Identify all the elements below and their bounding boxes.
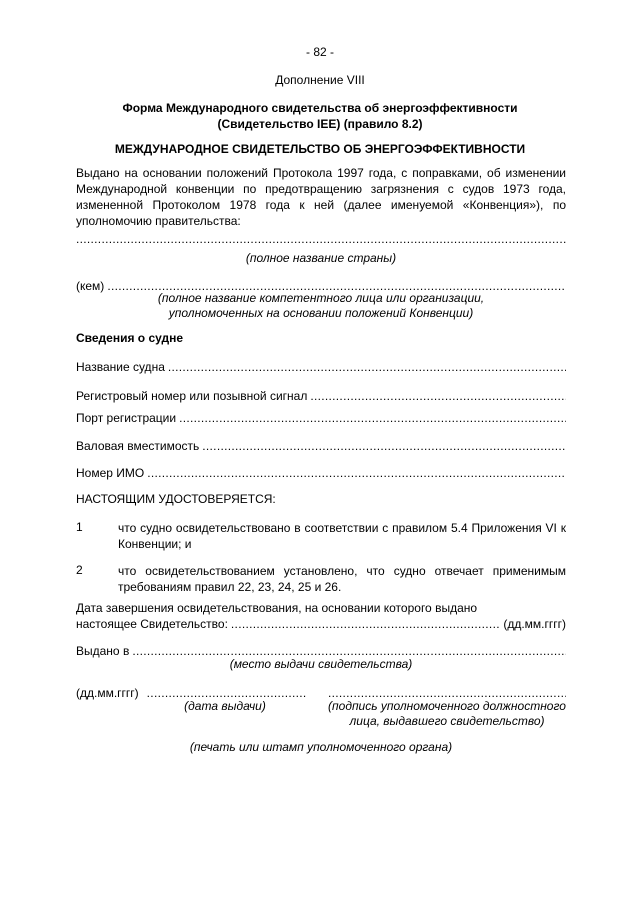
form-title-line2: (Свидетельство IEE) (правило 8.2) xyxy=(217,117,423,131)
issued-at-row xyxy=(76,644,566,658)
signature-caption xyxy=(318,699,576,729)
appendix-label: Дополнение VIII xyxy=(275,73,365,87)
call-sign-row xyxy=(76,389,566,403)
item-number: 2 xyxy=(76,563,83,577)
item-number: 1 xyxy=(76,520,83,534)
item-text: что судно освидетельствовано в соответствии с правилом 5.4 Приложения VI к Конвенции; и xyxy=(118,521,566,551)
issued-at-blank xyxy=(132,644,566,658)
country-blank-line xyxy=(76,232,566,246)
issue-date-format: (дд.мм.гггг) xyxy=(76,686,139,700)
signature-caption-line2: лица, выдавшего свидетельство) xyxy=(349,714,545,728)
port-blank xyxy=(179,411,566,425)
seal-caption: (печать или штамп уполномоченного органа) xyxy=(189,740,453,754)
by-whom-label: (кем) xyxy=(76,279,105,293)
call-sign-label: Регистровый номер или позывной сигнал xyxy=(76,389,308,403)
survey-date-line1: Дата завершения освидетельствования, на основании которого выдано xyxy=(76,601,478,615)
intro-paragraph: Выдано на основании положений Протокола 1997 года, с поправками, об изменении Международной конвенции по предотвращению загрязнения с судов 1973 года, измененной Протоколом 1978 года к ней (далее именуемой «Конвенция»), по уполномочию правительства: xyxy=(76,166,566,228)
survey-date-format: (дд.мм.гггг) xyxy=(503,617,566,631)
place-caption: (место выдачи свидетельства) xyxy=(229,657,413,671)
survey-date-label: настоящее Свидетельство: xyxy=(76,617,228,631)
tonnage-row xyxy=(76,439,566,453)
item-text: что освидетельствованием установлено, что судно отвечает применимым требованиям правил 22, 23, 24, 25 и 26. xyxy=(118,564,566,594)
port-label: Порт регистрации xyxy=(76,411,177,425)
survey-date-row xyxy=(76,617,566,631)
issue-date-blank xyxy=(147,686,306,700)
signature-blank xyxy=(328,686,566,700)
tonnage-blank xyxy=(202,439,566,453)
signature-caption-line1: (подпись уполномоченного должностного xyxy=(328,699,566,713)
ship-name-row xyxy=(76,360,566,374)
country-caption: (полное название страны) xyxy=(245,251,397,265)
ship-name-blank xyxy=(168,360,566,374)
imo-blank xyxy=(147,466,566,480)
authority-caption xyxy=(76,291,566,321)
authority-caption-line1: (полное название компетентного лица или организации, xyxy=(157,291,485,305)
survey-date-blank xyxy=(231,617,499,631)
form-title-line1: Форма Международного свидетельства об энергоэффективности xyxy=(122,101,518,115)
ship-name-label: Название судна xyxy=(76,360,165,374)
certificate-title: МЕЖДУНАРОДНОЕ СВИДЕТЕЛЬСТВО ОБ ЭНЕРГОЭФФЕКТИВНОСТИ xyxy=(114,142,526,156)
imo-label: Номер ИМО xyxy=(76,466,145,480)
imo-row xyxy=(76,466,566,480)
port-row xyxy=(76,411,566,425)
call-sign-blank xyxy=(310,389,566,403)
tonnage-label: Валовая вместимость xyxy=(76,439,200,453)
issued-at-label: Выдано в xyxy=(76,644,130,658)
authority-caption-line2: уполномоченных на основании положений Конвенции) xyxy=(168,306,474,320)
page-number: - 82 - xyxy=(305,45,334,59)
ship-section-title: Сведения о судне xyxy=(76,331,184,345)
certify-heading: НАСТОЯЩИМ УДОСТОВЕРЯЕТСЯ: xyxy=(76,492,276,506)
issue-date-row xyxy=(76,686,306,700)
issue-date-caption: (дата выдачи) xyxy=(184,699,266,713)
